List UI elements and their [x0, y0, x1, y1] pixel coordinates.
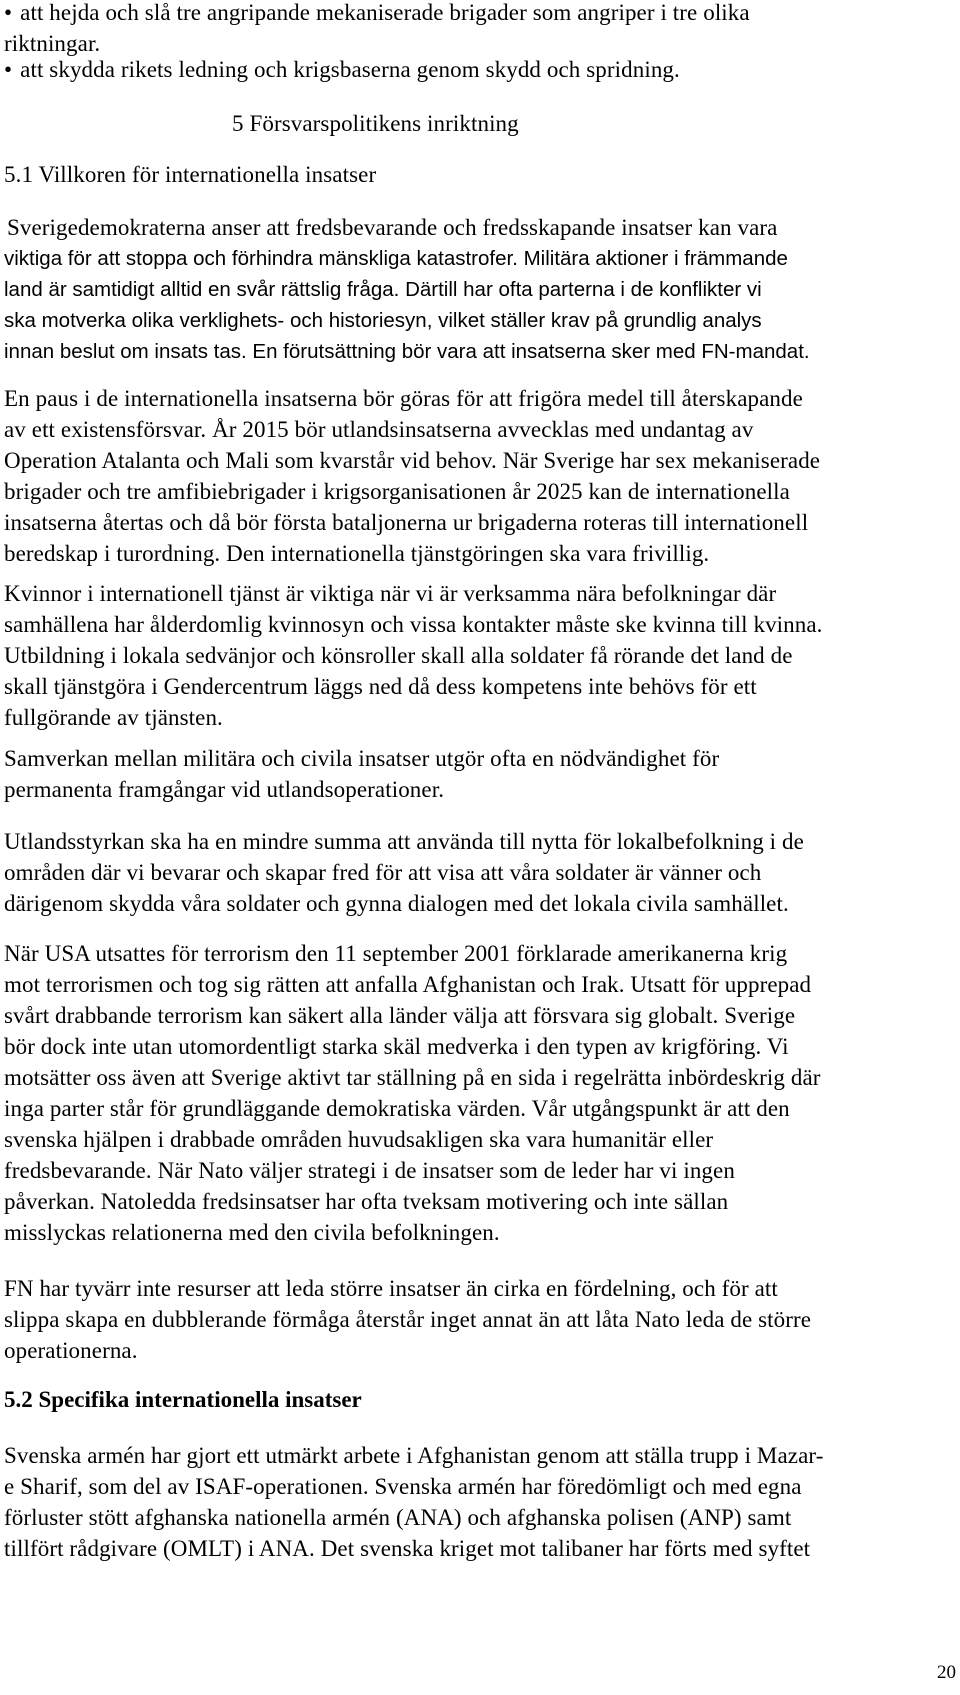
paragraph-kvinnor: [4, 578, 959, 733]
paragraph-line: Operation Atalanta och Mali som kvarstår vid behov. När Sverige har sex mekaniserade: [4, 448, 821, 473]
paragraph-line: mot terrorismen och tog sig rätten att anfalla Afghanistan och Irak. Utsatt för upprepad: [4, 972, 812, 997]
bullet-text: att skydda rikets ledning och krigsbaserna genom skydd och spridning.: [20, 57, 680, 82]
paragraph-line: Sverigedemokraterna anser att fredsbevarande och fredsskapande insatser kan vara: [7, 215, 778, 240]
paragraph-line: Svenska armén har gjort ett utmärkt arbete i Afghanistan genom att ställa trupp i Mazar-: [4, 1443, 824, 1468]
paragraph-line: Utlandsstyrkan ska ha en mindre summa att använda till nytta för lokalbefolkning i de: [4, 829, 804, 854]
paragraph-line: av ett existensförsvar. År 2015 bör utlandsinsatserna avvecklas med undantag av: [4, 417, 754, 442]
paragraph-usa: [4, 938, 959, 1248]
paragraph-intro: [4, 212, 959, 367]
section-heading-5: 5 Försvarspolitikens inriktning: [232, 111, 519, 136]
bullet-item-1: [4, 0, 959, 59]
paragraph-samverkan: [4, 743, 959, 805]
paragraph-utlandsstyrkan: [4, 826, 959, 919]
bullet-item-2: [4, 54, 959, 85]
paragraph-line: viktiga för att stoppa och förhindra mänskliga katastrofer. Militära aktioner i främmande: [4, 247, 788, 270]
bullet-text: riktningar.: [4, 31, 101, 56]
paragraph-line: land är samtidigt alltid en svår rättslig fråga. Därtill har ofta parterna i de konflikter vi: [4, 278, 762, 301]
page-number: 20: [937, 1662, 956, 1683]
paragraph-line: förluster stött afghanska nationella armén (ANA) och afghanska polisen (ANP) samt: [4, 1505, 792, 1530]
paragraph-line: tillfört rådgivare (OMLT) i ANA. Det svenska kriget mot talibaner har förts med syftet: [4, 1536, 811, 1561]
paragraph-paus: [4, 383, 959, 569]
paragraph-line: samhällena har ålderdomlig kvinnosyn och vissa kontakter måste ske kvinna till kvinna.: [4, 612, 823, 637]
paragraph-line: svenska hjälpen i drabbade områden huvudsakligen ska vara humanitär eller: [4, 1127, 714, 1152]
paragraph-line: skall tjänstgöra i Gendercentrum läggs ned då dess kompetens inte behövs för ett: [4, 674, 757, 699]
paragraph-line: områden där vi bevarar och skapar fred för att visa att våra soldater är vänner och: [4, 860, 762, 885]
paragraph-line: slippa skapa en dubblerande förmåga återstår inget annat än att låta Nato leda de större: [4, 1307, 812, 1332]
paragraph-line: därigenom skydda våra soldater och gynna dialogen med det lokala civila samhället.: [4, 891, 789, 916]
paragraph-line: fredsbevarande. När Nato väljer strategi i de insatser som de leder har vi ingen: [4, 1158, 735, 1183]
bullet-icon: •: [4, 0, 13, 25]
bullet-text: att hejda och slå tre angripande mekaniserade brigader som angriper i tre olika: [20, 0, 750, 25]
paragraph-svenska: [4, 1440, 959, 1564]
paragraph-line: fullgörande av tjänsten.: [4, 705, 223, 730]
paragraph-line: En paus i de internationella insatserna bör göras för att frigöra medel till återskapande: [4, 386, 803, 411]
paragraph-line: När USA utsattes för terrorism den 11 september 2001 förklarade amerikanerna krig: [4, 941, 788, 966]
paragraph-line: permanenta framgångar vid utlandsoperationer.: [4, 777, 445, 802]
paragraph-fn: [4, 1273, 959, 1366]
paragraph-line: motsätter oss även att Sverige aktivt tar ställning på en sida i regelrätta inbördeskrig där: [4, 1065, 821, 1090]
paragraph-line: FN har tyvärr inte resurser att leda större insatser än cirka en fördelning, och för att: [4, 1276, 778, 1301]
paragraph-line: påverkan. Natoledda fredsinsatser har ofta tveksam motivering och inte sällan: [4, 1189, 729, 1214]
section-heading-5-1: 5.1 Villkoren för internationella insatser: [4, 162, 377, 187]
paragraph-line: Kvinnor i internationell tjänst är viktiga när vi är verksamma nära befolkningar där: [4, 581, 777, 606]
paragraph-line: svårt drabbande terrorism kan säkert alla länder välja att försvara sig globalt. Sverige: [4, 1003, 796, 1028]
paragraph-line: Utbildning i lokala sedvänjor och könsroller skall alla soldater få rörande det land de: [4, 643, 793, 668]
bullet-icon: •: [4, 57, 13, 82]
section-heading-5-2: 5.2 Specifika internationella insatser: [4, 1387, 362, 1412]
paragraph-line: bör dock inte utan utomordentligt starka skäl medverka i den typen av krigföring. Vi: [4, 1034, 789, 1059]
paragraph-line: innan beslut om insats tas. En förutsättning bör vara att insatserna sker med FN-mandat.: [4, 340, 810, 363]
paragraph-line: e Sharif, som del av ISAF-operationen. Svenska armén har föredömligt och med egna: [4, 1474, 802, 1499]
paragraph-line: Samverkan mellan militära och civila insatser utgör ofta en nödvändighet för: [4, 746, 720, 771]
paragraph-line: ska motverka olika verklighets- och historiesyn, vilket ställer krav på grundlig analys: [4, 309, 762, 332]
paragraph-line: inga parter står för grundläggande demokratiska värden. Vår utgångspunkt är att den: [4, 1096, 790, 1121]
paragraph-line: misslyckas relationerna med den civila befolkningen.: [4, 1220, 500, 1245]
paragraph-line: brigader och tre amfibiebrigader i krigsorganisationen år 2025 kan de internationella: [4, 479, 790, 504]
paragraph-line: insatserna återtas och då bör första bataljonerna ur brigaderna roteras till internationell: [4, 510, 809, 535]
paragraph-line: operationerna.: [4, 1338, 138, 1363]
paragraph-line: beredskap i turordning. Den internationella tjänstgöringen ska vara frivillig.: [4, 541, 710, 566]
